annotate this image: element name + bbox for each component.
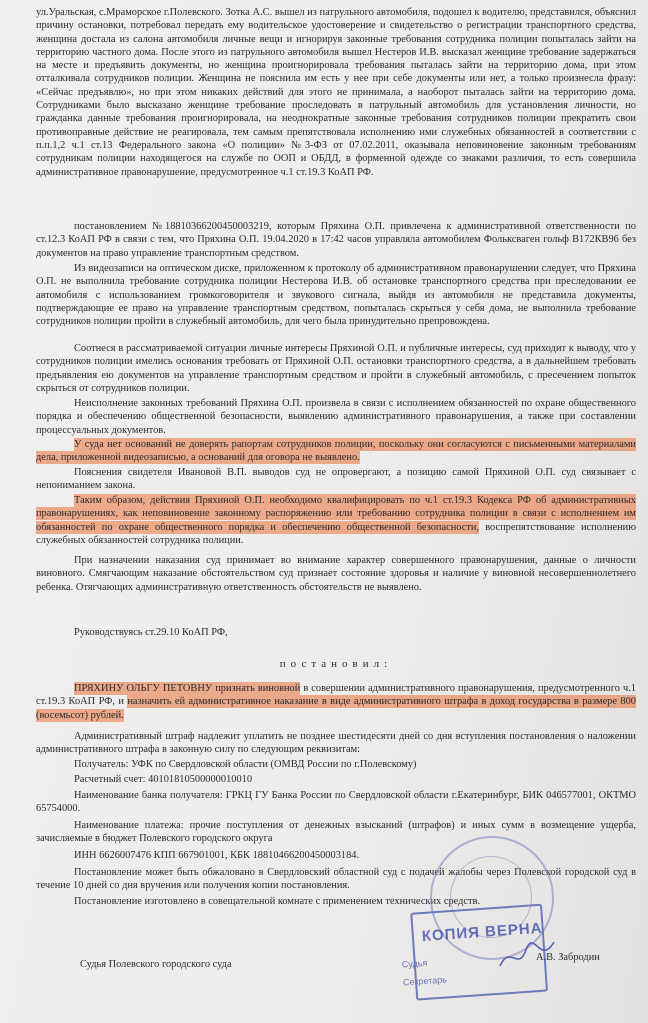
paragraph-7: Пояснения свидетеля Ивановой В.П. выводов суд не опровергают, а позицию самой Пряхиной О.П. суд связывает с непониманием закона. bbox=[36, 467, 636, 492]
paragraph-11-mid: в совершении административного правонарушения, предусмотренного ч.1 ст.19.3 КоАП РФ, и bbox=[36, 683, 636, 708]
paragraph-9: При назначении наказания суд принимает во внимание характер совершенного правонарушения, данные о личности виновного. Смягчающим наказание обстоятельством суд признает состояние здоровья и наличие у виновной несовершеннолетнего ребенка. Отягчающих административную ответственность обстоятельств не выявлено. bbox=[36, 555, 636, 593]
paragraph-11 bbox=[36, 682, 636, 722]
paragraph-6-highlighted bbox=[36, 438, 636, 465]
paragraph-14: Постановление изготовлено в совещательной комнате с применением технических средств. bbox=[74, 896, 481, 907]
paragraph-8 bbox=[36, 494, 636, 547]
requisite-recipient: Получатель: УФК по Свердловской области (ОМВД России по г.Полевскому) bbox=[74, 759, 417, 770]
paragraph-10: Руководствуясь ст.29.10 КоАП РФ, bbox=[74, 627, 228, 638]
highlight-defendant-guilty: ПРЯХИНУ ОЛЬГУ ПЕТОВНУ признать виновной bbox=[74, 683, 301, 694]
paragraph-4: Соотнеся в рассматриваемой ситуации личные интересы Пряхиной О.П. и публичные интересы, суд приходит к выводу, что у сотрудников полиции имелись основания требовать от Пряхиной О.П. остановки транспортного средства, а в дальнейшем требовать предъявления ею документов на управление транспортным средством и пройти в служебный автомобиль, с пресечением попыток скрыться от сотрудников полиции. bbox=[36, 343, 636, 394]
requisite-inn: ИНН 6626007476 КПП 667901001, КБК 18810466200450003184. bbox=[74, 850, 360, 861]
highlight-fine: назначить ей административное наказание в виде административного штрафа в доход государства в размере 800 (восемьсот) рублей. bbox=[36, 696, 636, 721]
paragraph-12: Административный штраф надлежит уплатить не позднее шестидесяти дней со дня вступления постановления о наложении административного штрафа в законную силу по следующим реквизитам: bbox=[36, 731, 636, 756]
paragraph-8-rest: воспрепятствование исполнению служебных обязанностей сотрудника полиции. bbox=[36, 521, 636, 546]
paragraph-1: ул.Уральская, с.Мраморское г.Полевского. Зотка А.С. вышел из патрульного автомобиля, подошел к водителю, представился, объяснил причину остановки, потребовал передать ему водительское удостоверение и свидетельство о регистрации транспортного средства, женщина достала из салона автомобиля личные вещи и игнорируя законные требования сотрудника полиции попыталась зайти на территорию частного дома. После этого из патрульного автомобиля вышел Нестеров И.В. высказал женщине требование задержаться на месте и предъявить документы, но женщина проигнорировала требования пыталась зайти на территорию дома, при этом отталкивала сотрудников полиции. Женщина не пояснила им есть у нее при себе документы или нет, а только произнесла фразу: «Сейчас предъявлю», но при этом никаких действий для этого не принимала, а наоборот пыталась зайти на территорию дома. Сотрудниками было высказано женщине требование проследовать в патрульный автомобиль для установления личности, но гражданка данные требования проигнорировала, на неоднократные законные требования сотрудников полиции прекратить свои противоправные действие не реагировала, тем самым препятствовала исполнению ими служебных обязанностей в соответствии с п.п.1,2 ч.1 ст.13 Федерального закона «О полиции» №3-ФЗ от 07.02.2011, оказывала неповиновение законным требованиям сотрудникам полиции находящегося на службе по ООП и ОБДД, в форменной одежде со знаками различия, то есть совершила административное правонарушение, предусмотренное ч.1 ст.19.3 КоАП РФ. bbox=[36, 7, 636, 178]
signature-judge-title: Судья Полевского городского суда bbox=[80, 959, 232, 970]
ruling-heading: постановил: bbox=[279, 658, 393, 670]
paragraph-13: Постановление может быть обжаловано в Свердловский областной суд с подачей жалобы через Полевской городской суд в течение 10 дней со дня вручения или получения копии постановления. bbox=[36, 867, 636, 892]
highlight-qualification: Таким образом, действия Пряхиной О.П. необходимо квалифицировать по ч.1 ст.19.3 Кодекса РФ об административных правонарушениях, как неповиновение законному распоряжению или требованию сотрудника полиции в связи с исполнением им обязанностей по охране общественного порядка и обеспечению общественной безопасности, bbox=[36, 495, 636, 533]
stamp-judge-label: Судья bbox=[401, 957, 428, 970]
stamp-title: КОПИЯ ВЕРНА bbox=[421, 919, 544, 946]
paragraph-5: Неисполнение законных требований Пряхина О.П. произвела в связи с исполнением обязанностей по охране общественного порядка и обеспечению общественной безопасности, выявлению административного правонарушения, а также при составлении процессуальных документов. bbox=[36, 398, 636, 436]
stamp-secretary-label: Секретарь bbox=[402, 974, 448, 988]
requisite-account: Расчетный счет: 40101810500000010010 bbox=[74, 774, 253, 785]
requisite-payment: Наименование платежа: прочие поступления от денежных взысканий (штрафов) и иных сумм в возмещение ущерба, зачисляемые в бюджет Полевского городского округа bbox=[36, 820, 636, 845]
paragraph-3: Из видеозаписи на оптическом диске, приложенном к протоколу об административном правонарушении следует, что Пряхина О.П. не выполнила требование сотрудника полиции Нестерова И.В. об остановке транспортного средства при преследовании ее автомобиля с использованием громкоговорителя и звукового сигнала, выйдя из автомобиля не представила документы, подтверждающие ее право на управление транспортным средством, попыталась скрыться у себя дома, не выполнила требование сотрудников полиции пройти в служебный автомобиль, для чего была принудительно препровождена. bbox=[36, 263, 636, 328]
signature-judge-name: А.В. Забродин bbox=[536, 952, 600, 963]
requisite-bank: Наименование банка получателя: ГРКЦ ГУ Банка России по Свердловской области г.Екатеринбург, БИК 046577001, ОКТМО 65754000. bbox=[36, 790, 636, 815]
paragraph-2: постановлением №18810366200450003219, которым Пряхина О.П. привлечена к административной ответственности по ст.12.3 КоАП РФ в связи с тем, что Пряхина О.П. 19.04.2020 в 17:42 часов управляла автомобилем Фольксваген гольф В172КВ96 без документов на право управление транспортным средством. bbox=[36, 221, 636, 259]
highlight-court-trust: У суда нет оснований не доверять рапортам сотрудников полиции, поскольку они согласуются с письменными материалами дела, приложенной видеозаписью, а оснований для оговора не выявлено. bbox=[36, 439, 636, 464]
